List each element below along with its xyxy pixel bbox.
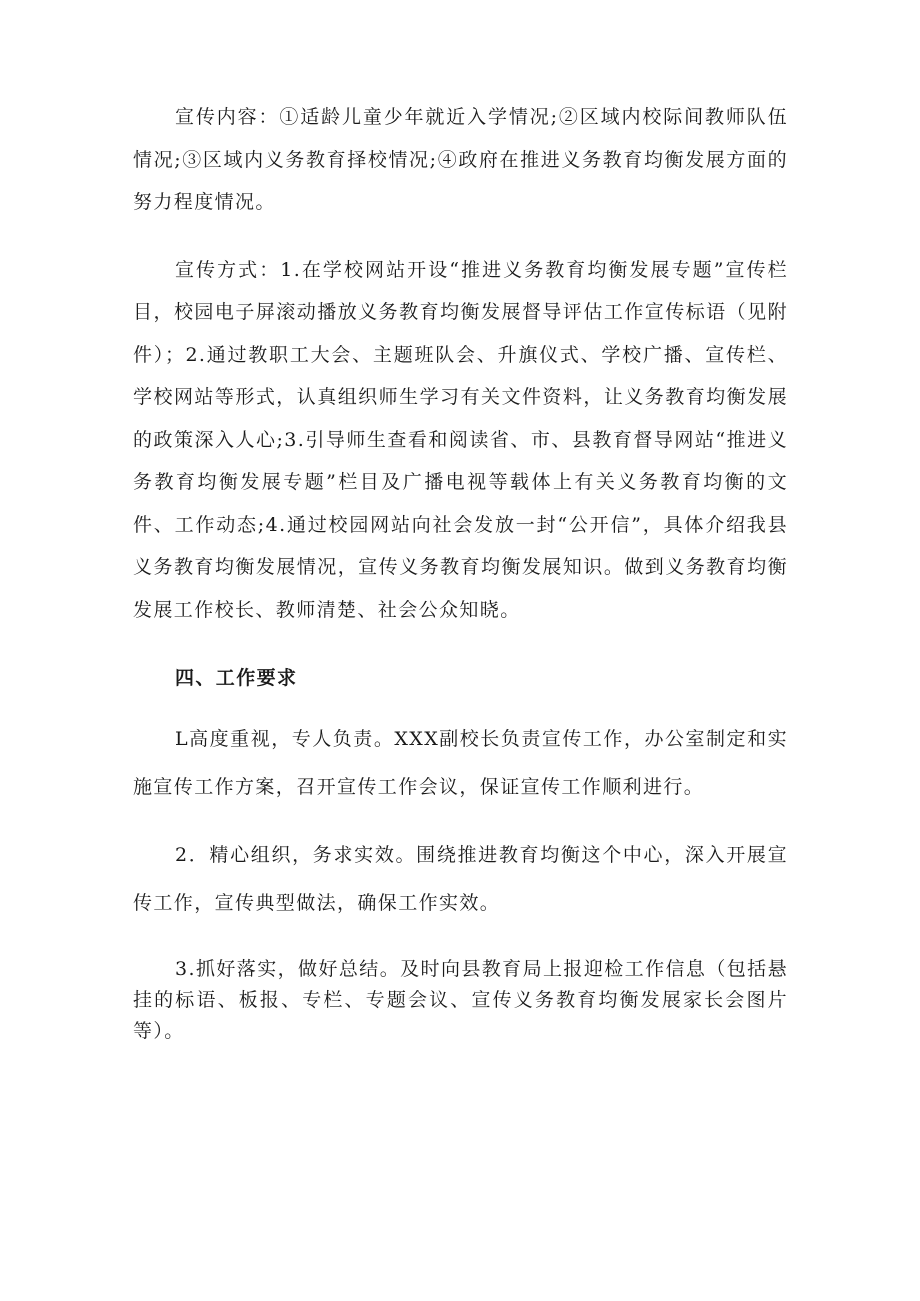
section-heading-work-requirements: 四、工作要求 (175, 667, 298, 689)
paragraph-publicity-content: 宣传内容：①适龄儿童少年就近入学情况;②区域内校际间教师队伍情况;③区域内义务教育择校情况;④政府在推进义务教育均衡发展方面的努力程度情况。 (133, 106, 788, 213)
document-page (133, 96, 788, 1047)
paragraph-publicity-methods: 宣传方式：1.在学校网站开设“推进义务教育均衡发展专题”宣传栏目，校园电子屏滚动播放义务教育均衡发展督导评估工作宣传标语（见附件）；2.通过教职工大会、主题班队会、升旗仪式、学校广播、宣传栏、学校网站等形式，认真组织师生学习有关文件资料，让义务教育均衡发展的政策深入人心;3.引导师生查看和阅读省、市、县教育督导网站“推进义务教育均衡发展专题”栏目及广播电视等载体上有关义务教育均衡的文件、工作动态;4.通过校园网站向社会发放一封“公开信”，具体介绍我县义务教育均衡发展情况，宣传义务教育均衡发展知识。做到义务教育均衡发展工作校长、教师清楚、社会公众知晓。 (133, 258, 788, 621)
requirement-item-1: L高度重视，专人负责。XXX副校长负责宣传工作，办公室制定和实施宣传工作方案，召开宣传工作会议，保证宣传工作顺利进行。 (133, 728, 788, 798)
requirement-item-2: 2．精心组织，务求实效。围绕推进教育均衡这个中心，深入开展宣传工作，宣传典型做法，确保工作实效。 (133, 844, 788, 914)
requirement-item-3: 3.抓好落实，做好总结。及时向县教育局上报迎检工作信息（包括悬挂的标语、板报、专栏、专题会议、宣传义务教育均衡发展家长会图片等）。 (133, 958, 788, 1042)
